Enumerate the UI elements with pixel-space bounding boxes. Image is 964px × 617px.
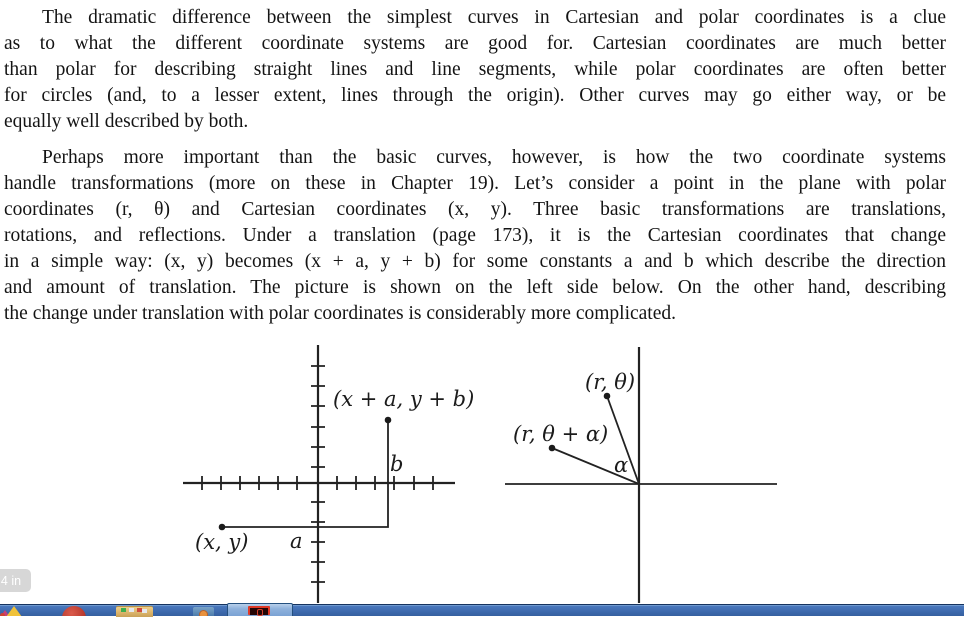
- measurement-badge: [0, 569, 31, 592]
- pinned-app-icon[interactable]: [0, 605, 24, 616]
- label-b: b: [390, 452, 404, 476]
- adobe-reader-icon-glyph: [257, 609, 263, 616]
- text-line: as to what the different coordinate systems are good for. Cartesian coordinates are much better: [4, 33, 946, 54]
- coordinate-figures: [0, 340, 964, 604]
- text-line: Perhaps more important than the basic curves, however, is how the two coordinate systems: [42, 147, 946, 168]
- text-line: the change under translation with polar coordinates is considerably more complicated.: [4, 303, 676, 324]
- text-line: coordinates (r, θ) and Cartesian coordinates (x, y). Three basic transformations are translations,: [4, 199, 946, 220]
- text-line: The dramatic difference between the simplest curves in Cartesian and polar coordinates is a clue: [42, 7, 946, 28]
- text-line: rotations, and reflections. Under a translation (page 173), it is the Cartesian coordinates that change: [4, 225, 946, 246]
- label-a: a: [290, 529, 303, 553]
- blue-app-icon-shape: [199, 610, 208, 616]
- point-translated: [385, 417, 392, 424]
- chrome-icon[interactable]: [62, 606, 87, 616]
- folder-icon-contents: [121, 608, 126, 612]
- text-line: handle transformations (more on these in Chapter 19). Let’s consider a point in the plane with polar: [4, 173, 946, 194]
- text-block: [4, 5, 946, 337]
- chrome-icon-shape: [62, 606, 86, 616]
- adobe-reader-icon: [248, 606, 270, 615]
- label-alpha: α: [614, 453, 629, 477]
- measurement-badge-text: 4 in: [0, 573, 22, 588]
- translation-path: [222, 420, 388, 527]
- taskbar[interactable]: [0, 604, 964, 616]
- cartesian-figure: [183, 345, 455, 603]
- text-line: and amount of translation. The picture is shown on the left side below. On the other hand, describing: [4, 277, 946, 298]
- text-line: for circles (and, to a lesser extent, lines through the origin). Other curves may go either way, or be: [4, 85, 946, 106]
- label-r-theta: (r, θ): [585, 370, 636, 394]
- pinned-app-icon-shape: [6, 606, 22, 616]
- label-point-xy: (x, y): [195, 530, 249, 554]
- text-line: equally well described by both.: [4, 111, 249, 132]
- paragraph: [4, 145, 946, 327]
- text-line: than polar for describing straight lines and line segments, while polar coordinates are often better: [4, 59, 946, 80]
- folder-icon[interactable]: [116, 606, 153, 617]
- label-r-theta-alpha: (r, θ + α): [513, 422, 609, 446]
- label-translated-point: (x + a, y + b): [333, 387, 475, 411]
- polar-figure: [505, 347, 777, 603]
- text-line: in a simple way: (x, y) becomes (x + a, y + b) for some constants a and b which describe the direction: [4, 251, 946, 272]
- paragraph: [4, 5, 946, 135]
- blue-app-icon[interactable]: [193, 607, 214, 616]
- active-task-button[interactable]: [227, 603, 293, 616]
